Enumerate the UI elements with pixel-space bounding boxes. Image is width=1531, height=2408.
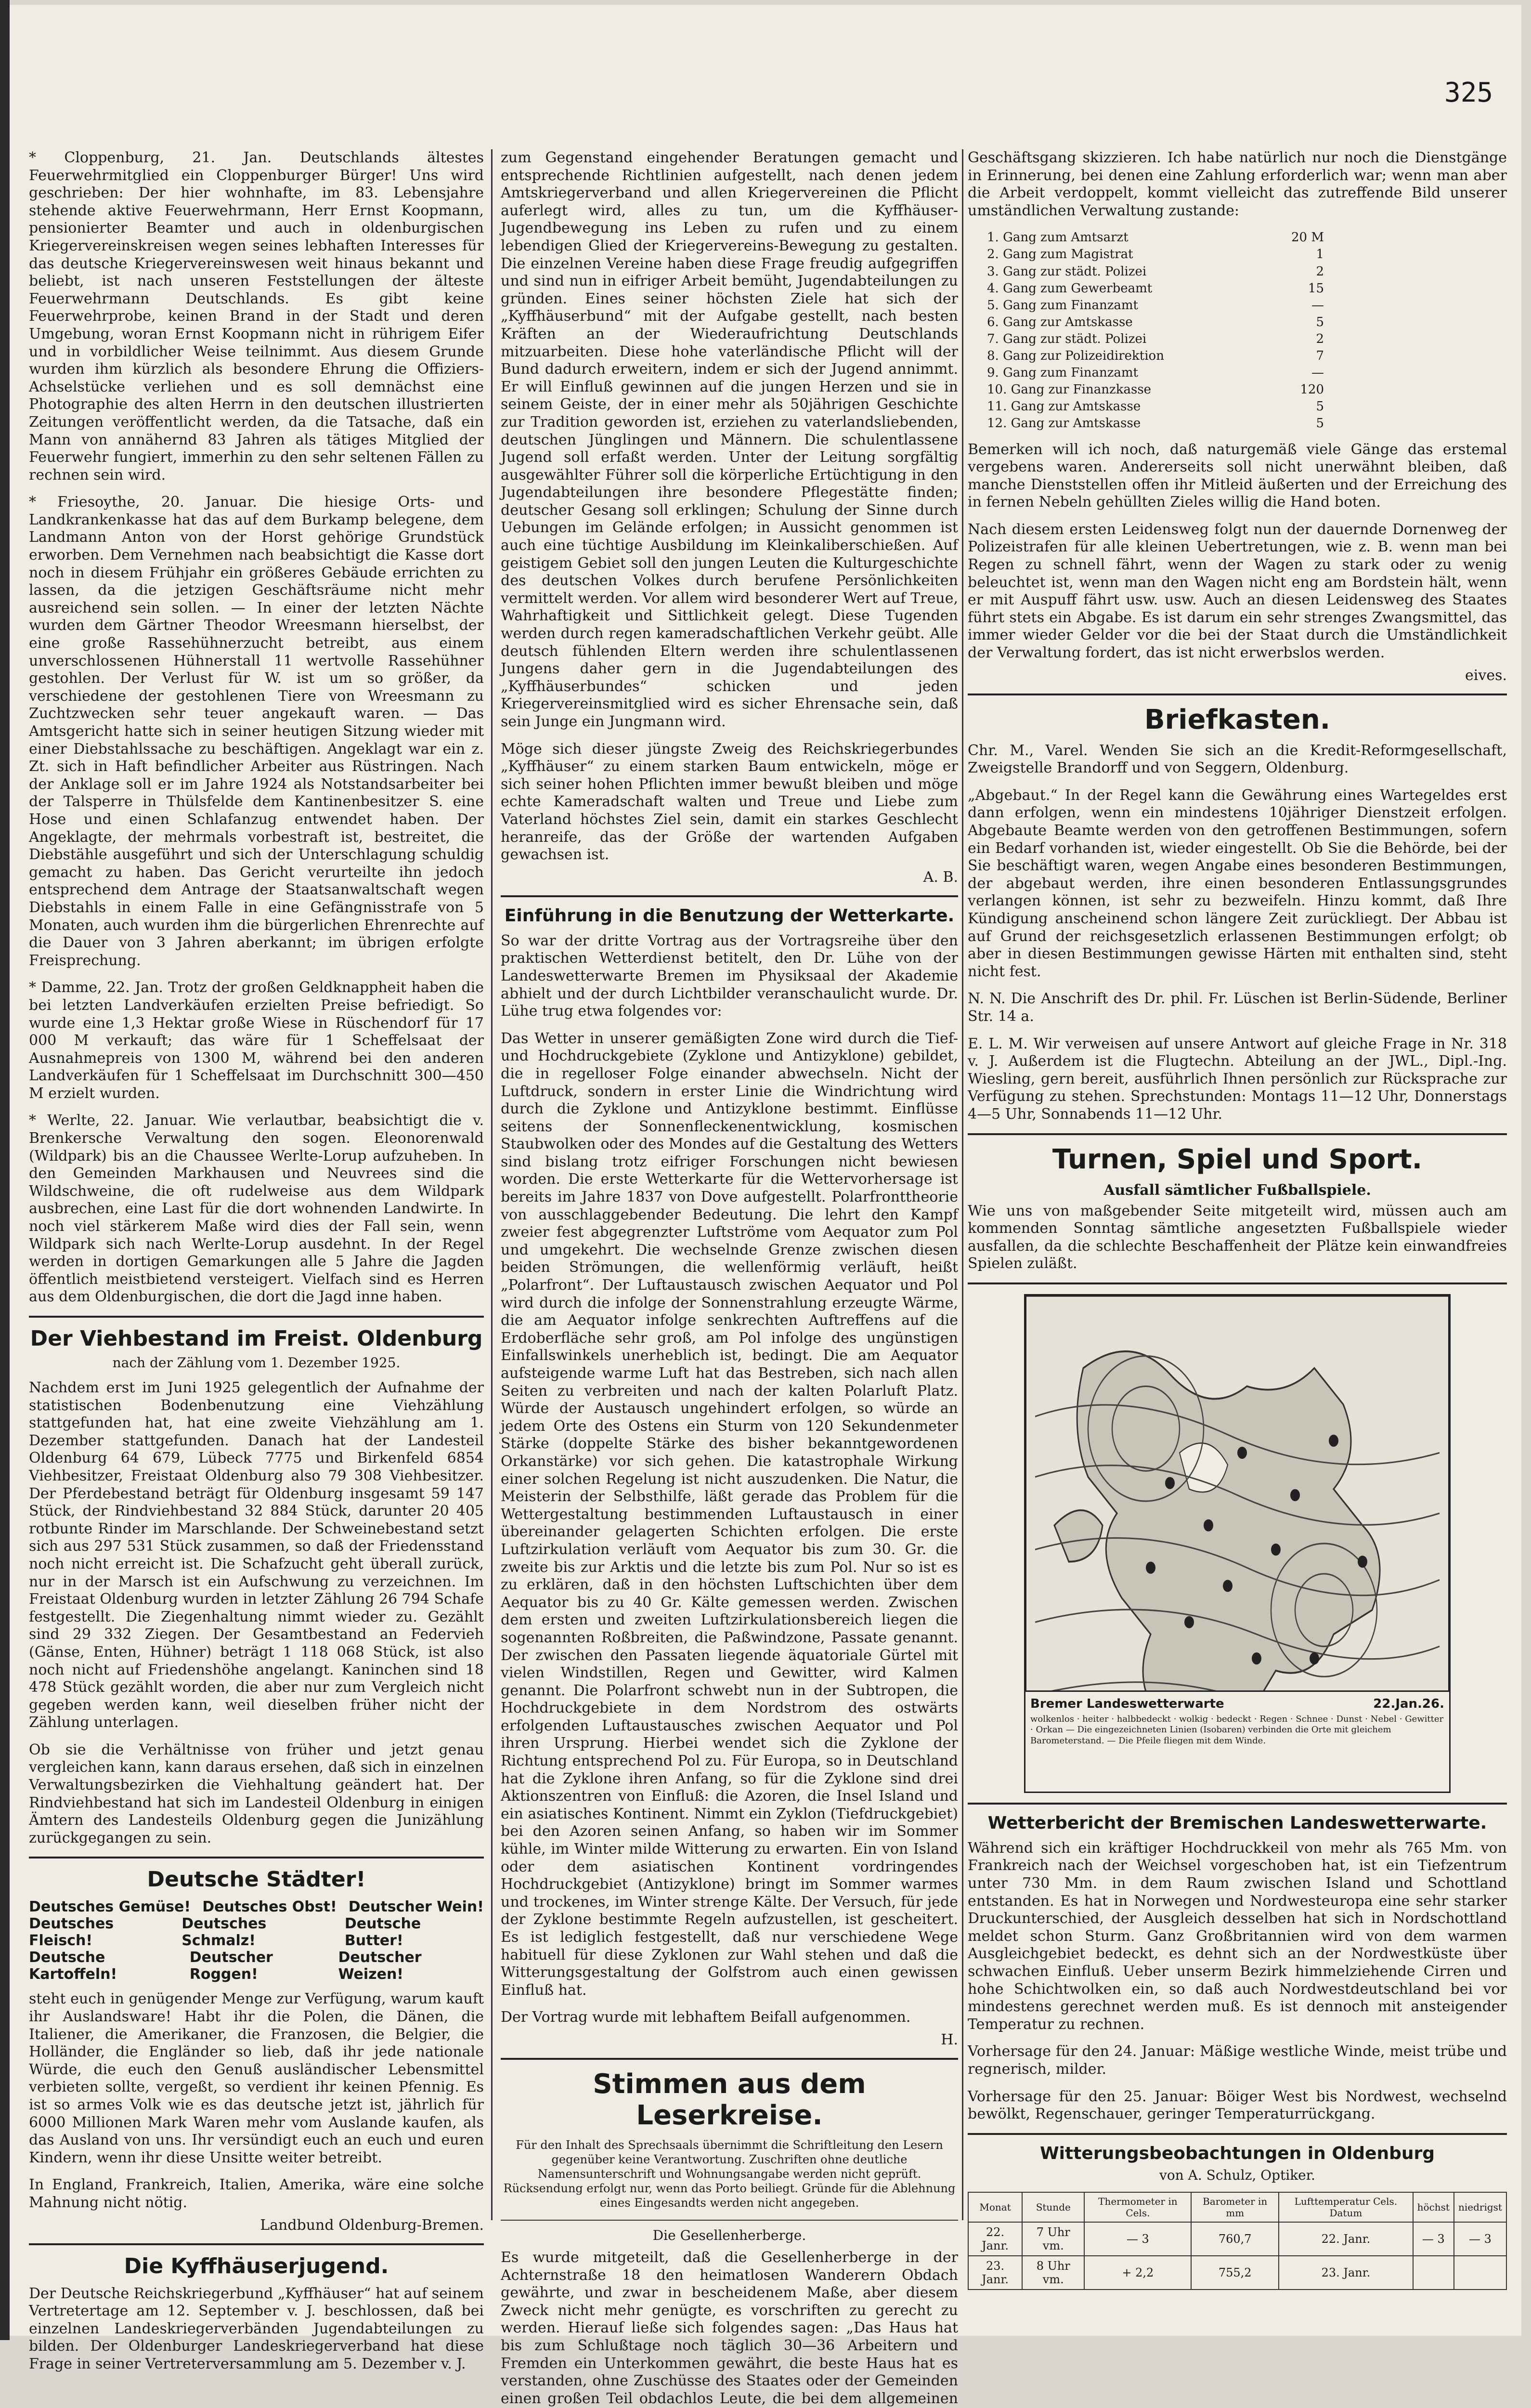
slogan: Deutsches Fleisch! [29,1915,114,1950]
gang-list-item [987,297,1324,314]
article-damme: * Damme, 22. Jan. Trotz der großen Geldknappheit haben die bei letzten Landverkäufen erzielten Preise befriedigt. So wurde eine 1,3 Hektar große Wiese in Rüschendorf für 17 000 M verkauft; das wäre für 1 Scheffelsaat der Ausnahmepreis von 1300 M, während bei den anderen Landverkäufen für 1 Scheffelsaat im Durchschnitt 300—450 M erzielt wurden. [29,979,484,1102]
table-cell: 755,2 [1191,2256,1279,2290]
subheadline-witterungsbeobachtungen: von A. Schulz, Optiker. [1159,2167,1315,2183]
gang-label: 8. Gang zur Polizeidirektion [987,349,1164,364]
headline-wetterkarte: Einführung in die Benutzung der Wetterkarte. [504,905,955,926]
gang-value: 15 [1308,281,1324,296]
table-cell: 23. Janr. [1279,2256,1413,2290]
gang-value: 7 [1316,349,1324,364]
slogan: Deutsche Kartoffeln! [29,1949,117,1983]
gang-label: 10. Gang zur Finanzkasse [987,382,1152,397]
table-cell: — 3 [1084,2222,1191,2256]
divider [968,1283,1507,1284]
divider [968,2133,1507,2135]
weather-map-title-row [1030,1697,1444,1711]
article-gesellenherberge: Es wurde mitgeteilt, daß die Gesellenherberge in der Achternstraße 18 den heimatlosen Wanderern Obdach gewährte, und zwar in bescheidenem Maße, aber diesem Zweck nicht mehr genügte, es vorschriften zu gerecht zu werden. Hierauf ließe sich folgendes sagen: „Das Haus hat bis zum Schlußtage noch täglich 30—36 Arbeitern und Fremden ein Unterkommen gewährt, die beste Haus hat es verstanden, ohne Zuschüsse des Staates oder der Gemeinden einen großen Teil obdachlos Leute, die bei dem allgemeinen [501,2249,958,2407]
table-row [968,2222,1506,2256]
headline-sport: Turnen, Spiel und Sport. [1052,1143,1423,1175]
table-header-row [968,2192,1506,2222]
column-3 [968,149,1507,2316]
article-kyffhaeuser-2: zum Gegenstand eingehender Beratungen gemacht und entsprechende Richtlinien aufgestellt, nach denen jedem Amtskriegerverband und allen Kriegervereinen die Pflicht auferlegt wird, alles zu tun, um die Kyffhäuser-Jugendbewegung ins Leben zu rufen und zu einem lebendigen Glied der Kriegervereins-Bewegung zu gestalten. Die einzelnen Vereine haben diese Frage freudig aufgegriffen und sind nun in eifriger Arbeit bemüht, Jugendabteilungen zu gründen. Eines seiner höchsten Ziele hat sich der „Kyffhäuserbund“ mit der Aufgabe gestellt, nach besten Kräften an der Wiederaufrichtung Deutschlands mitzuarbeiten. Diese hohe vaterländische Pflicht will der Bund dadurch erweitern, indem er sich der Jugend annimmt. Er will Einfluß gewinnen auf die jungen Herzen und sie in seinem Geiste, der in einer mehr als 50jährigen Geschichte zur Tradition geworden ist, erziehen zu vaterlandsliebenden, deutschen Jünglingen und Männern. Die schulentlassene Jugend soll erfaßt werden. Unter der Leitung sorgfältig ausgewählter Führer soll die körperliche Ertüchtigung in den Jugendabteilungen ihre besondere Pflegestätte finden; deutscher Gesang soll erklingen; Schulung der Sinne durch Uebungen im Gelände erfolgen; in Aussicht genommen ist auch eine tüchtige Ausbildung im Kleinkaliberschießen. Auf geistigem Gebiet soll den jungen Leuten die Kulturgeschichte des deutschen Volkes durch berufene Persönlichkeiten vermittelt werden. Vor allem wird besonderer Wert auf Treue, Wahrhaftigkeit und Sittlichkeit gelegt. Diese Tugenden werden durch regen kameradschaftlichen Verkehr geübt. Alle deutsch fühlenden Eltern werden ihre schulentlassenen Jungens daher gern in die Jugendabteilungen des „Kyffhäuserbundes“ schicken und jeden Kriegervereinsmitglied wird es sicher Ehrensache sein, daß sein Junge ein Jungmann wird. [501,149,958,730]
gang-value: — [1311,298,1324,313]
article-viehbestand-2: Ob sie die Verhältnisse von früher und jetzt genau vergleichen kann, kann daraus ersehen, daß sich in einzelnen Verwaltungsbezirken die Viehhaltung geändert hat. Der Rindviehbestand hat sich im Landesteil Oldenburg in einigen Ämtern des Landesteils Oldenburg gegen die Junizählung zurückgegangen zu sein. [29,1741,484,1846]
article-werlte: * Werlte, 22. Januar. Wie verlautbar, beabsichtigt die v. Brenkersche Verwaltung den sogen. Eleonorenwald (Wildpark) bis an die Chaussee Werlte-Lorup aufzuheben. In den Gemeinden Markhausen und Neuvrees sind die Wildschweine, die oft rudelweise aus dem Wildpark ausbrechen, eine Last für die dort wohnenden Landwirte. In noch viel stärkerem Maße wird dies der Fall sein, wenn Wildpark sich nach Werlte-Lorup ausdehnt. In der Regel werden in dortigen Gemarkungen alle 5 Jahre die Jagden öffentlich meistbietend versteigert. Vielfach sind es Herren aus dem Oldenburgischen, die dort die Jagd inne haben. [29,1112,484,1306]
gang-list-item [987,348,1324,365]
weather-map-legend: wolkenlos · heiter · halbbedeckt · wolkig · bedeckt · Regen · Schnee · Dunst · Nebel · Gewitter · Orkan — Die eingezeichneten Linien (Isobaren) verbinden die Orte mit gleichem Barometerstand. — Die Pfeile fliegen mit dem Winde. [1030,1714,1444,1746]
article-kyffhaeuser-3: Möge sich dieser jüngste Zweig des Reichskriegerbundes „Kyffhäuser“ zu einem starken Baum entwickeln, möge er sich seiner hohen Pflichten immer bewußt bleiben und möge echte Kameradschaft walten und Treue und Liebe zum Vaterland höchstes Ziel sein, damit ein starkes Geschlecht heranreife, das der Größe der wartenden Aufgaben gewachsen ist. [501,740,958,864]
table-cell [1413,2256,1454,2290]
table-header-cell: Lufttemperatur Cels. Datum [1279,2192,1413,2222]
article-wetterbericht-1: Während sich ein kräftiger Hochdruckkeil von mehr als 765 Mm. von Frankreich nach der Weichsel vorgeschoben hat, ist ein Tiefzentrum unter 730 Mm. in dem Raum zwischen Island und Schottland entstanden. Es hat in Norwegen und Nordwesteuropa eine sehr starker Druckunterschied, der Ausgleich desselben hat sich in Nordschottland meldet schon Sturm. Ganz Großbritannien wird von dem warmen Ausgleichgebiet bedeckt, es dehnt sich an der Nordwestküste über schwachen Einfluß. Ueber unserm Bezirk himmelziehende Cirren und hohe Schichtwolken ein, so daß auch Nordwestdeutschland bei vor mindestens gerechnet werden muß. Es ist dennoch mit ansteigender Temperatur zu rechnen. [968,1839,1507,2033]
divider [29,1316,484,1318]
gang-value: 1 [1316,247,1324,262]
gang-label: 12. Gang zur Amtskasse [987,416,1141,431]
gang-list-item [987,381,1324,398]
table-header-cell: Monat [968,2192,1022,2222]
subheadline-viehbestand: nach der Zählung vom 1. Dezember 1925. [112,1355,401,1371]
column-1 [29,149,484,2372]
article-wetterkarte-2: Das Wetter in unserer gemäßigten Zone wird durch die Tief- und Hochdruckgebiete (Zyklone und Antizyklone) gebildet, die in regelloser Folge einander abwechseln. Nicht der Luftdruck, sondern in erster Linie die Windrichtung wird durch die Zyklone und Antizyklone bestimmt. Einflüsse seitens der Sonnenfleckenentwicklung, kosmischen Staubwolken oder des Mondes auf die Gestaltung des Wetters sind bislang trotz eifriger Forschungen nicht bewiesen worden. Die erste Wetterkarte für die Wettervorhersage ist bereits im Jahre 1837 von Dove aufgestellt. Polarfronttheorie von ausschlaggebender Bedeutung. Die lehrt den Kampf zweier fest abgegrenzter Luftströme vom Aequator zum Pol und umgekehrt. Die wechselnde Grenze zwischen diesen beiden Strömungen, die wellenförmig verläuft, heißt „Polarfront“. Der Luftaustausch zwischen Aequator und Pol wird durch die infolge der Sonnenstrahlung erzeugte Wärme, die am Aequator infolge senkrechten Auftreffens auf die Erdoberfläche sehr groß, am Pol infolge des ungünstigen Einfallswinkels unerheblich ist, bedingt. Die am Aequator aufsteigende warme Luft hat das Bestreben, sich nach allen Seiten zu verbreiten und nach der kalten Polarluft Platz. Würde der Austausch ungehindert erfolgen, so würde an jedem Orte des Ostens ein Sturm von 120 Sekundenmeter Stärke (doppelte Stärke des bisher bekanntgewordenen Orkanstärke) vor sich gehen. Die katastrophale Wirkung einer solchen Regelung ist nicht auszudenken. Die Natur, die Meisterin der Selbsthilfe, läßt gerade das Problem für die Wettergestaltung bestimmenden Luftaustausch in einer übereinander gelagerten Schichten erfolgen. Die erste Luftzirkulation verläuft vom Aequator bis zum 30. Gr. die zweite bis zur Arktis und die letzte bis zum Pol. Nur so ist es zu erklären, daß in den höchsten Luftschichten über dem Aequator bis zu 40 Gr. Kälte gemessen werden. Zwischen dem ersten und zweiten Luftzirkulationsbereich liegen die sogenannten Roßbreiten, die Paßwindzone, Passate genannt. Der zwischen den Passaten liegende äquatoriale Gürtel mit vielen Windstillen, Regen und Gewitter, wird Kalmen genannt. Die Polarfront schwebt nun in der Subtropen, die Hochdruckgebiete in dem Nordstrom des ostwärts erfolgenden Luftaustausches zwischen Aequator und Pol ihren Ursprung. Hierbei wendet sich die Zyklone der Richtung entsprechend Pol zu. Für Europa, so in Deutschland hat die Zyklone ihren Anfang, so für die Zyklone sind drei Aktionszentren von Einfluß: die Azoren, die Insel Island und ein asiatisches Kontinent. Nimmt ein Zyklon (Tiefdruckgebiet) bei den Azoren seinen Anfang, so haben wir im Sommer kühle, im Winter milde Witterung zu erwarten. Ein von Island oder dem asiatischen Kontinent vordringendes Hochdruckgebiet (Antizyklone) bringt im Sommer warmes und trockenes, im Winter strenge Kälte. Der Versuch, für jede der Zyklone bestimmte Regeln aufzustellen, ist gescheitert. Es ist lediglich festgestellt, daß nur verschiedene Wege habituell für diese Zyklonen zur Wahl stehen und daß die Witterungsgestaltung der Golfstrom auch einen gewissen Einfluß hat. [501,1030,958,1999]
gang-label: 4. Gang zum Gewerbeamt [987,281,1153,296]
table-header-cell: höchst [1413,2192,1454,2222]
divider [501,895,958,897]
headline-staedter: Deutsche Städter! [147,1867,366,1892]
column-rule [962,149,963,2220]
table-header-cell: Barometer in mm [1191,2192,1279,2222]
gang-value: 20 M [1291,230,1324,245]
table-cell: — 3 [1413,2222,1454,2256]
table-header-cell: Thermometer in Cels. [1084,2192,1191,2222]
scan-edge [0,0,10,2340]
table-cell: + 2,2 [1084,2256,1191,2290]
gang-list-item [987,415,1324,432]
headline-viehbestand: Der Viehbestand im Freist. Oldenburg [30,1326,483,1351]
briefkasten-4: E. L. M. Wir verweisen auf unsere Antwort auf gleiche Frage in Nr. 318 v. J. Außerdem ist die Flugtechn. Abteilung an der JWL., Dipl.-Ing. Wiesling, gern bereit, ausführlich Ihnen persönlich zur Rücksprache zur Verfügung zu stehen. Sprechstunden: Montags 11—12 Uhr, Donnerstags 4—5 Uhr, Sonnabends 11—12 Uhr. [968,1035,1507,1123]
gang-list-item [987,246,1324,263]
gang-label: 7. Gang zur städt. Polizei [987,331,1147,346]
subheadline-gesellenherberge: Die Gesellenherberge. [652,2227,806,2243]
gang-list-item [987,229,1324,246]
gang-value: 120 [1300,382,1324,397]
gang-label: 3. Gang zur städt. Polizei [987,264,1147,279]
article-cloppenburg: * Cloppenburg, 21. Jan. Deutschlands ältestes Feuerwehrmitglied ein Cloppenburger Bürger! Uns wird geschrieben: Der hier wohnhafte, im 83. Lebensjahre stehende aktive Feuerwehrmann, Herr Ernst Koopmann, pensionierter Beamter und auch in oldenburgischen Kriegervereinskreisen wegen seines lebhaften Interesses für das deutsche Kriegervereinswesen weit hinaus bekannt und beliebt, ist nach unseren Feststellungen der älteste Feuerwehrmann Deutschlands. Es gibt keine Feuerwehrprobe, keinen Brand in der Stadt und deren Umgebung, woran Ernst Koopmann nicht in rührigem Eifer und in vorbildlicher Weise teilnimmt. Aus diesem Grunde wurden ihm kürzlich als besondere Ehrung die Offiziers-Achselstücke verliehen und es soll demnächst eine Photographie des alten Herrn in den deutschen illustrierten Zeitungen veröffentlicht werden, da die Tatsache, daß ein Mann von annähernd 83 Jahren als tätiges Mitglied der Feuerwehr fungiert, immerhin zu den sehr seltenen Fällen zu rechnen sein wird. [29,149,484,484]
gang-list-item [987,280,1324,297]
headline-briefkasten: Briefkasten. [1144,704,1331,735]
column-rule [491,149,493,2220]
gang-list-item [987,263,1324,280]
gang-list-item [987,365,1324,381]
disclaimer-sprechsaal: Für den Inhalt des Sprechsaals übernimmt die Schriftleitung den Lesern gegenüber keine Verantwortung. Zuschriften ohne deutliche Namensunterschrift und Wohnungsangabe werden nicht geprüft. Rücksendung erfolgt nur, wenn das Porto beiliegt. Gründe für die Ablehnung eines Eingesandts werden nicht angegeben. [503,2138,956,2210]
table-header-cell: niedrigst [1454,2192,1506,2222]
divider [968,694,1507,695]
table-cell: — 3 [1454,2222,1506,2256]
signature-landbund: Landbund Oldenburg-Bremen. [260,2216,484,2234]
gang-value: 2 [1316,264,1324,279]
weather-map-title: Bremer Landeswetterwarte [1030,1696,1224,1711]
headline-witterungsbeobachtungen: Witterungsbeobachtungen in Oldenburg [1039,2143,1435,2163]
headline-wetterbericht: Wetterbericht der Bremischen Landeswetterwarte. [987,1813,1487,1833]
signature-h: H. [941,2031,958,2048]
slogan: Deutsches Schmalz! [182,1915,267,1950]
divider [968,1803,1507,1805]
slogan-row [29,1949,484,1983]
gang-label: 2. Gang zum Magistrat [987,247,1133,262]
article-wetterbericht-2: Vorhersage für den 24. Januar: Mäßige westliche Winde, meist trübe und regnerisch, milder. [968,2043,1507,2078]
article-sport: Wie uns von maßgebender Seite mitgeteilt wird, müssen auch am kommenden Sonntag sämtliche angesetzten Fußballspiele wieder ausfallen, da die schlechte Beschaffenheit der Plätze kein einwandfreies Spielen zuläßt. [968,1202,1507,1272]
gang-list [987,229,1507,432]
gang-label: 6. Gang zur Amtskasse [987,314,1133,329]
divider [29,1857,484,1858]
headline-stimmen: Stimmen aus dem Leserkreise. [593,2068,866,2131]
table-cell: 8 Uhr vm. [1022,2256,1084,2290]
table-cell [1454,2256,1506,2290]
gang-value: — [1311,366,1324,380]
weather-observation-table [968,2192,1507,2290]
table-cell: 22. Janr. [1279,2222,1413,2256]
page-number: 325 [1444,77,1493,108]
slogan-row [29,1915,484,1949]
gang-list-item [987,331,1324,348]
column-2 [501,149,958,2407]
signature-ab: A. B. [923,868,958,886]
article-friesoythe: * Friesoythe, 20. Januar. Die hiesige Orts- und Landkrankenkasse hat das auf dem Burkamp belegene, dem Landmann Anton von der Horst gehörige Grundstück erworben. Dem Vernehmen nach beabsichtigt die Kasse dort noch in diesem Frühjahr ein größeres Gebäude errichten zu lassen, da die jetzigen Geschäftsräume nicht mehr ausreichend sein sollen. — In einer der letzten Nächte wurden dem Gärtner Theodor Wreesmann hierselbst, der eine große Rassehühnerzucht betreibt, aus einem unverschlossenen Hühnerstall 11 wertvolle Rassehühner gestohlen. Der Verlust für W. ist um so größer, da verschiedene der gestohlenen Tiere von Wreesmann zu Zuchtzwecken sehr teuer angekauft waren. — Das Amtsgericht hatte sich in seiner heutigen Sitzung wieder mit einer Diebstahlssache zu beschäftigen. Angeklagt war ein z. Zt. sich in Haft befindlicher Arbeiter aus Rüstringen. Nach der Anklage soll er im Jahre 1924 als Notstandsarbeiter bei der Talsperre in Thülsfelde dem Kantinenbesitzer S. eine Hose und einen Schlafanzug entwendet haben. Der Angeklagte, der mehrmals vorbestraft ist, bestreitet, die Diebstähle ausgeführt und sich der Unterschlagung schuldig gemacht zu haben. Das Gericht verurteilte ihn jedoch entsprechend dem Antrage der Staatsanwaltschaft wegen Diebstahls in einem Falle in eine Gefängnisstrafe von 5 Monaten, auch wurden ihm die bürgerlichen Ehrenrechte auf die Dauer von 3 Jahren aberkannt; im übrigen erfolgte Freisprechung. [29,494,484,969]
gang-label: 9. Gang zum Finanzamt [987,366,1139,380]
article-wetterbericht-3: Vorhersage für den 25. Januar: Böiger West bis Nordwest, wechselnd bewölkt, Regenschauer, geringer Temperaturrückgang. [968,2088,1507,2123]
slogan-row [29,1898,484,1915]
weather-map-caption [1025,1690,1449,1792]
table-cell: 7 Uhr vm. [1022,2222,1084,2256]
gang-list-item [987,314,1324,331]
article-verwaltung-3: Bemerken will ich noch, daß naturgemäß viele Gänge das erstemal vergebens waren. Andererseits soll nicht unerwähnt bleiben, daß manche Dienststellen offen ihr Mitleid äußerten und der Erreichung des in fernen Nebeln gehüllten Zieles willig die Hand boten. [968,441,1507,511]
divider [29,2243,484,2245]
divider [968,1133,1507,1135]
slogan: Deutsches Gemüse! [29,1898,191,1916]
table-cell: 22. Janr. [968,2222,1022,2256]
gang-value: 2 [1316,331,1324,346]
article-staedter-1: steht euch in genügender Menge zur Verfügung, warum kauft ihr Auslandsware! Habt ihr die Polen, die Dänen, die Italiener, die Amerikaner, die Franzosen, die Belgier, die Holländer, die Engländer so lieb, daß ihr jede nationale Würde, die euch den Genuß ausländischer Lebensmittel verbieten sollte, vergeßt, so verdient ihr keinen Pfennig. Es ist so armes Volk wie es das deutsche jetzt ist, jährlich für 6000 Millionen Mark Waren mehr vom Auslande kaufen, als das Ausland von uns. Ihr versündigt euch an euch und euren Kindern, wenn ihr diese Unsitte weiter betreibt. [29,1990,484,2166]
divider [501,2220,958,2221]
slogan: Deutsche Butter! [344,1915,421,1950]
signature-eives: eives. [1465,667,1507,684]
newspaper-page [10,5,1521,2407]
subheadline-sport: Ausfall sämtlicher Fußballspiele. [1103,1181,1371,1199]
article-kyffhaeuser-1: Der Deutsche Reichskriegerbund „Kyffhäuser“ hat auf seinem Vertretertage am 12. September v. J. beschlossen, daß bei einzelnen Landeskriegerverbänden Jugendabteilungen zu bilden. Der Oldenburger Landeskriegerverband hat diese Frage in seiner Vertreterversammlung am 5. Dezember v. J. [29,2285,484,2372]
gang-value: 5 [1316,314,1324,329]
table-cell: 760,7 [1191,2222,1279,2256]
article-verwaltung-4: Nach diesem ersten Leidensweg folgt nun der dauernde Dornenweg der Polizeistrafen für alle kleinen Uebertretungen, wie z. B. wenn man bei Regen zu schnell fährt, wenn der Wagen zu stark oder zu wenig beleuchtet ist, wenn man den Wagen nicht eng am Bordstein hält, wenn er mit Auspuff fährt usw. usw. Auch an diesen Leidensweg des Staates führt stets ein Abgabe. Es ist darum ein sehr strenges Zwangsmittel, das immer wieder Gelder vor die bei der Staat durch die Umständlichkeit der Verwaltung fordert, das ist nicht erwerbslos werden. [968,521,1507,662]
article-verwaltung-2: Geschäftsgang skizzieren. Ich habe natürlich nur noch die Dienstgänge in Erinnerung, bei denen eine Zahlung erforderlich war; wenn man aber die Arbeit verdoppelt, kommt vielleicht das zutreffende Bild unserer umständlichen Verwaltung zustande: [968,149,1507,219]
table-row [968,2256,1506,2290]
table-header-cell: Stunde [1022,2192,1084,2222]
weather-map-date: 22.Jan.26. [1373,1696,1444,1711]
article-viehbestand-1: Nachdem erst im Juni 1925 gelegentlich der Aufnahme der statistischen Bodenbenutzung eine Viehzählung stattgefunden hat, hat eine zweite Viehzählung am 1. Dezember stattgefunden. Danach hat der Landesteil Oldenburg 64 679, Lübeck 7775 und Birkenfeld 6854 Viehbesitzer, Freistaat Oldenburg also 79 308 Viehbesitzer. Der Pferdebestand beträgt für Oldenburg insgesamt 59 147 Stück, der Rindviehbestand 32 884 Stück, darunter 20 405 rotbunte Rinder im Marschlande. Der Schweinebestand setzt sich aus 297 531 Stück zusammen, so daß der Friedensstand noch nicht erreicht ist. Die Schafzucht geht überall zurück, nur in der Marsch ist ein Aufschwung zu verzeichnen. Im Freistaat Oldenburg wurden in letzter Zählung 26 794 Schafe festgestellt. Die Ziegenhaltung nimmt wieder zu. Gezählt sind 29 332 Ziegen. Der Gesamtbestand an Federvieh (Gänse, Enten, Hühner) beträgt 1 118 068 Stück, ist also noch nicht auf Friedenshöhe angelangt. Kaninchen sind 18 478 Stück gezählt worden, die aber nur zum Vergleich nicht gegeben werden kann, weil dieselben früher nicht der Zählung unterlagen. [29,1379,484,1731]
slogan: Deutsches Obst! [202,1898,337,1916]
slogan: Deutscher Wein! [348,1898,484,1916]
gang-value: 5 [1316,416,1324,431]
gang-value: 5 [1316,399,1324,414]
gang-label: 5. Gang zum Finanzamt [987,298,1139,313]
divider [501,2058,958,2060]
briefkasten-1: Chr. M., Varel. Wenden Sie sich an die Kredit-Reformgesellschaft, Zweigstelle Brandorff und von Seggern, Oldenburg. [968,742,1507,777]
article-wetterkarte-3: Der Vortrag wurde mit lebhaftem Beifall aufgenommen. [501,2009,911,2026]
gang-label: 11. Gang zur Amtskasse [987,399,1141,414]
article-wetterkarte-1: So war der dritte Vortrag aus der Vortragsreihe über den praktischen Wetterdienst betitelt, den Dr. Lühe von der Landeswetterwarte Bremen im Physiksaal der Akademie abhielt und der durch Lichtbilder veranschaulicht wurde. Dr. Lühe trug etwa folgendes vor: [501,932,958,1020]
article-staedter-2: In England, Frankreich, Italien, Amerika, wäre eine solche Mahnung nicht nötig. [29,2176,484,2211]
briefkasten-2: „Abgebaut.“ In der Regel kann die Gewährung eines Wartegeldes erst dann erfolgen, wenn ein mindestens 10jähriger Dienstzeit erfolgen. Abgebaute Beamte werden von den getroffenen Bestimmungen, sofern ein Bedarf vorhanden ist, wieder eingestellt. Ob Sie die Behörde, bei der Sie beschäftigt waren, wegen Angabe eines besonderen Bestimmungen, der abgebaut werden, ihre einen besonderen Entlassungsgrundes verlangen können, ist sehr zu bezweifeln. Hinzu kommt, daß Ihre Kündigung anscheinend schon längere Zeit zurückliegt. Der Abbau ist auf Grund der reichsgesetzlich erlassenen Bestimmungen erfolgt; ob aber in diesen Bestimmungen gewisse Härten mit enthalten sind, steht nicht fest. [968,786,1507,980]
headline-kyffhaeuser: Die Kyffhäuserjugend. [124,2253,389,2278]
table-cell: 23. Janr. [968,2256,1022,2290]
gang-label: 1. Gang zum Amtsarzt [987,230,1129,245]
slogan: Deutscher Weizen! [338,1949,422,1983]
weather-map [1024,1294,1451,1793]
gang-list-item [987,398,1324,415]
slogan: Deutscher Roggen! [189,1949,273,1983]
briefkasten-3: N. N. Die Anschrift des Dr. phil. Fr. Lüschen ist Berlin-Südende, Berliner Str. 14 a. [968,990,1507,1025]
